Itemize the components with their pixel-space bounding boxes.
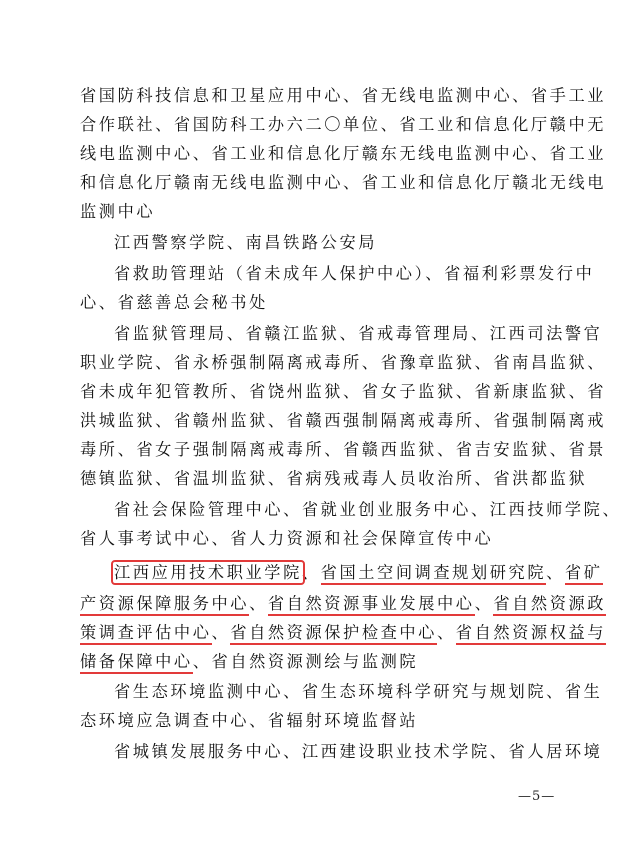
paragraph-line: 洪城监狱、省赣州监狱、省赣西强制隔离戒毒所、省强制隔离戒 [80,411,607,430]
underlined-highlight: 省国土空间调查规划研究院 [321,563,546,585]
paragraph-line: 省生态环境监测中心、省生态环境科学研究与规划院、省生 [114,682,603,701]
underlined-highlight: 省自然资源权益与 [456,623,606,645]
plain-text: 省自然资源测绘与监测院 [211,652,419,671]
underlined-highlight: 省自然资源事业发展中心 [268,594,475,616]
paragraph-line: 省救助管理站（省未成年人保护中心）、省福利彩票发行中 [114,264,595,283]
page-number: —5— [518,789,556,804]
separator: 、 [474,594,494,613]
paragraph-line: 合作联社、省国防科工办六二〇单位、省工业和信息化厅赣中无 [80,115,607,134]
separator: 、 [249,594,268,613]
underlined-highlight: 省矿 [565,563,603,585]
paragraph-line: 省未成年犯管教所、省饶州监狱、省女子监狱、省新康监狱、省 [80,382,607,401]
paragraph-line [80,620,606,646]
separator: 、 [436,623,456,642]
paragraph-line: 省人事考试中心、省人力资源和社会保障宣传中心 [80,529,494,548]
underlined-highlight: 策调查评估中心 [80,623,212,645]
paragraph-line: 江西警察学院、南昌铁路公安局 [114,233,378,252]
paragraph-line [80,591,606,617]
paragraph-line: 线电监测中心、省工业和信息化厅赣东无线电监测中心、省工业 [80,144,607,163]
paragraph-line: 德镇监狱、省温圳监狱、省病残戒毒人员收治所、省洪都监狱 [80,469,588,488]
paragraph-line: 省社会保险管理中心、省就业创业服务中心、江西技师学院、 [114,500,622,519]
paragraph-line: 态环境应急调查中心、省辐射环境监督站 [80,711,419,730]
separator: 、 [211,623,231,642]
paragraph-line: 心、省慈善总会秘书处 [80,293,268,312]
underlined-highlight: 省自然资源政 [493,594,606,616]
underlined-highlight: 产资源保障服务中心 [80,594,249,616]
underlined-highlight: 省自然资源保护检查中心 [230,623,437,645]
paragraph-line: 省国防科技信息和卫星应用中心、省无线电监测中心、省手工业 [80,86,607,105]
paragraph-line: 职业学院、省永桥强制隔离戒毒所、省豫章监狱、省南昌监狱、 [80,353,607,372]
boxed-highlight: 江西应用技术职业学院 [114,563,302,582]
paragraph-line: 省监狱管理局、省赣江监狱、省戒毒管理局、江西司法警官 [114,324,603,343]
paragraph-line: 省城镇发展服务中心、江西建设职业技术学院、省人居环境 [114,742,603,761]
paragraph-line: 和信息化厅赣南无线电监测中心、省工业和信息化厅赣北无线电 [80,173,607,192]
paragraph-line: 监测中心 [80,202,156,221]
paragraph-line: 毒所、省女子强制隔离戒毒所、省赣西监狱、省吉安监狱、省景 [80,440,607,459]
separator: 、 [192,652,212,671]
paragraph-line [114,560,603,586]
separator: 、 [301,563,321,582]
underlined-highlight: 储备保障中心 [80,652,193,674]
separator: 、 [546,563,565,582]
paragraph-line [80,649,418,675]
